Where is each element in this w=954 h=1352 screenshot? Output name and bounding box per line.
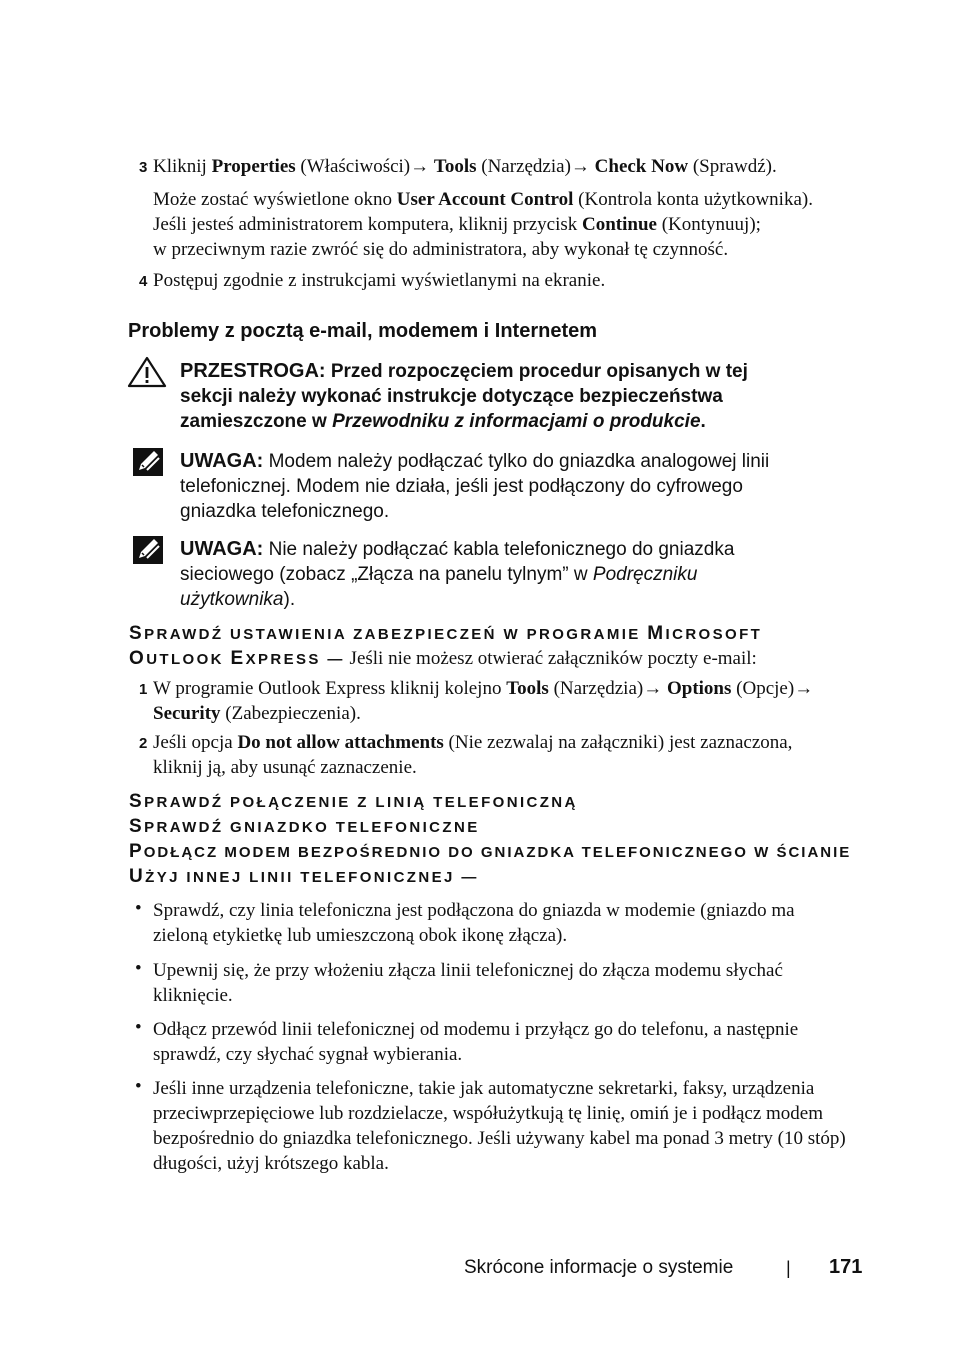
bullet-icon: • [135, 1017, 142, 1038]
arrow-icon: → [643, 678, 663, 699]
other-line-heading: UŻYJ INNEJ LINII TELEFONICZNEJ — [129, 866, 479, 887]
uac-paragraph: Może zostać wyświetlone okno User Account Control (Kontrola konta użytkownika). Jeśli jesteś administratorem komputera, kliknij przycisk Continue (Kontynuuj); w przeciwnym razie zwróć się do administratora, aby wykonał tę czynność. [153, 189, 813, 260]
footer-separator: | [786, 1258, 791, 1278]
list-item: Upewnij się, że przy włożeniu złącza linii telefonicznej do złącza modemu słychać kliknięcie. [153, 960, 783, 1006]
caution-label: PRZESTROGA: [180, 360, 326, 382]
tools-label: Tools [433, 156, 477, 177]
step-number-2: 2 [139, 735, 148, 752]
outlook-heading-line1: SPRAWDŹ USTAWIENIA ZABEZPIECZEŃ W PROGRAMIE MICROSOFT [129, 623, 763, 644]
list-item: Odłącz przewód linii telefonicznej od modemu i przyłącz go do telefonu, a następnie sprawdź, czy słychać sygnał wybierania. [153, 1019, 799, 1065]
step-number-4: 4 [139, 273, 148, 290]
note-2-block: UWAGA: Nie należy podłączać kabla telefonicznego do gniazdka sieciowego (zobacz „Złącza na panelu tylnym” w Podręczniku użytkownika). [180, 538, 735, 610]
bullet-icon: • [135, 1076, 142, 1097]
step-4-text: Postępuj zgodnie z instrukcjami wyświetlanymi na ekranie. [153, 270, 606, 291]
connect-direct-heading: PODŁĄCZ MODEM BEZPOŚREDNIO DO GNIAZDKA TELEFONICZNEGO W ŚCIANIE [129, 841, 852, 862]
pencil-note-icon [133, 536, 163, 569]
bullet-icon: • [135, 958, 142, 979]
check-now-label: Check Now [594, 156, 689, 177]
arrow-icon: → [794, 678, 814, 699]
outlook-step-1: W programie Outlook Express kliknij kolejno Tools (Narzędzia)→ Options (Opcje)→ Security (Zabezpieczenia). [153, 678, 814, 724]
footer-title: Skrócone informacje o systemie [464, 1257, 734, 1278]
properties-label: Properties [211, 156, 296, 177]
caution-block: PRZESTROGA: Przed rozpoczęciem procedur opisanych w tej sekcji należy wykonać instrukcje dotyczące bezpieczeństwa zamieszczone w Przewodniku z informacjami o produkcie. [180, 360, 748, 432]
outlook-step-2: Jeśli opcja Do not allow attachments (Nie zezwalaj na załączniki) jest zaznaczona, kliknij ją, aby usunąć zaznaczenie. [153, 732, 793, 778]
page-number: 171 [829, 1256, 863, 1278]
list-item: Sprawdź, czy linia telefoniczna jest podłączona do gniazda w modemie (gniazdo ma zieloną etykietkę lub umieszczoną obok ikonę złącza). [153, 900, 795, 946]
arrow-icon: → [410, 156, 430, 177]
section-heading: Problemy z pocztą e-mail, modemem i Internetem [128, 320, 598, 342]
list-item: Jeśli inne urządzenia telefoniczne, takie jak automatyczne sekretarki, faksy, urządzenia przeciwprzepięciowe lub rozdzielacze, współużytkują tę linię, omiń je i podłącz modem bezpośrednio do gniazdka telefonicznego. Jeśli używany kabel ma ponad 3 metry (10 stóp) długości, użyj krótszego kabla. [153, 1078, 846, 1174]
step-number-1: 1 [139, 681, 148, 698]
arrow-icon: → [570, 156, 590, 177]
step-number-3: 3 [139, 159, 148, 176]
bullet-icon: • [135, 898, 142, 919]
note-1-label: UWAGA: [180, 450, 264, 472]
pencil-note-icon [133, 448, 163, 481]
check-jack-heading: SPRAWDŹ GNIAZDKO TELEFONICZNE [129, 816, 480, 837]
warning-triangle-icon [127, 356, 167, 393]
check-line-heading: SPRAWDŹ POŁĄCZENIE Z LINIĄ TELEFONICZNĄ [129, 791, 578, 812]
step-3-text: Kliknij Properties (Właściwości)→ Tools (Narzędzia)→ Check Now (Sprawdź). [153, 156, 777, 177]
outlook-heading-line2: OUTLOOK EXPRESS — Jeśli nie możesz otwierać załączników poczty e-mail: [129, 648, 757, 669]
note-2-label: UWAGA: [180, 538, 264, 560]
note-1-block: UWAGA: Modem należy podłączać tylko do gniazdka analogowej linii telefonicznej. Modem nie działa, jeśli jest podłączony do cyfrowego gniazdka telefonicznego. [180, 450, 770, 522]
